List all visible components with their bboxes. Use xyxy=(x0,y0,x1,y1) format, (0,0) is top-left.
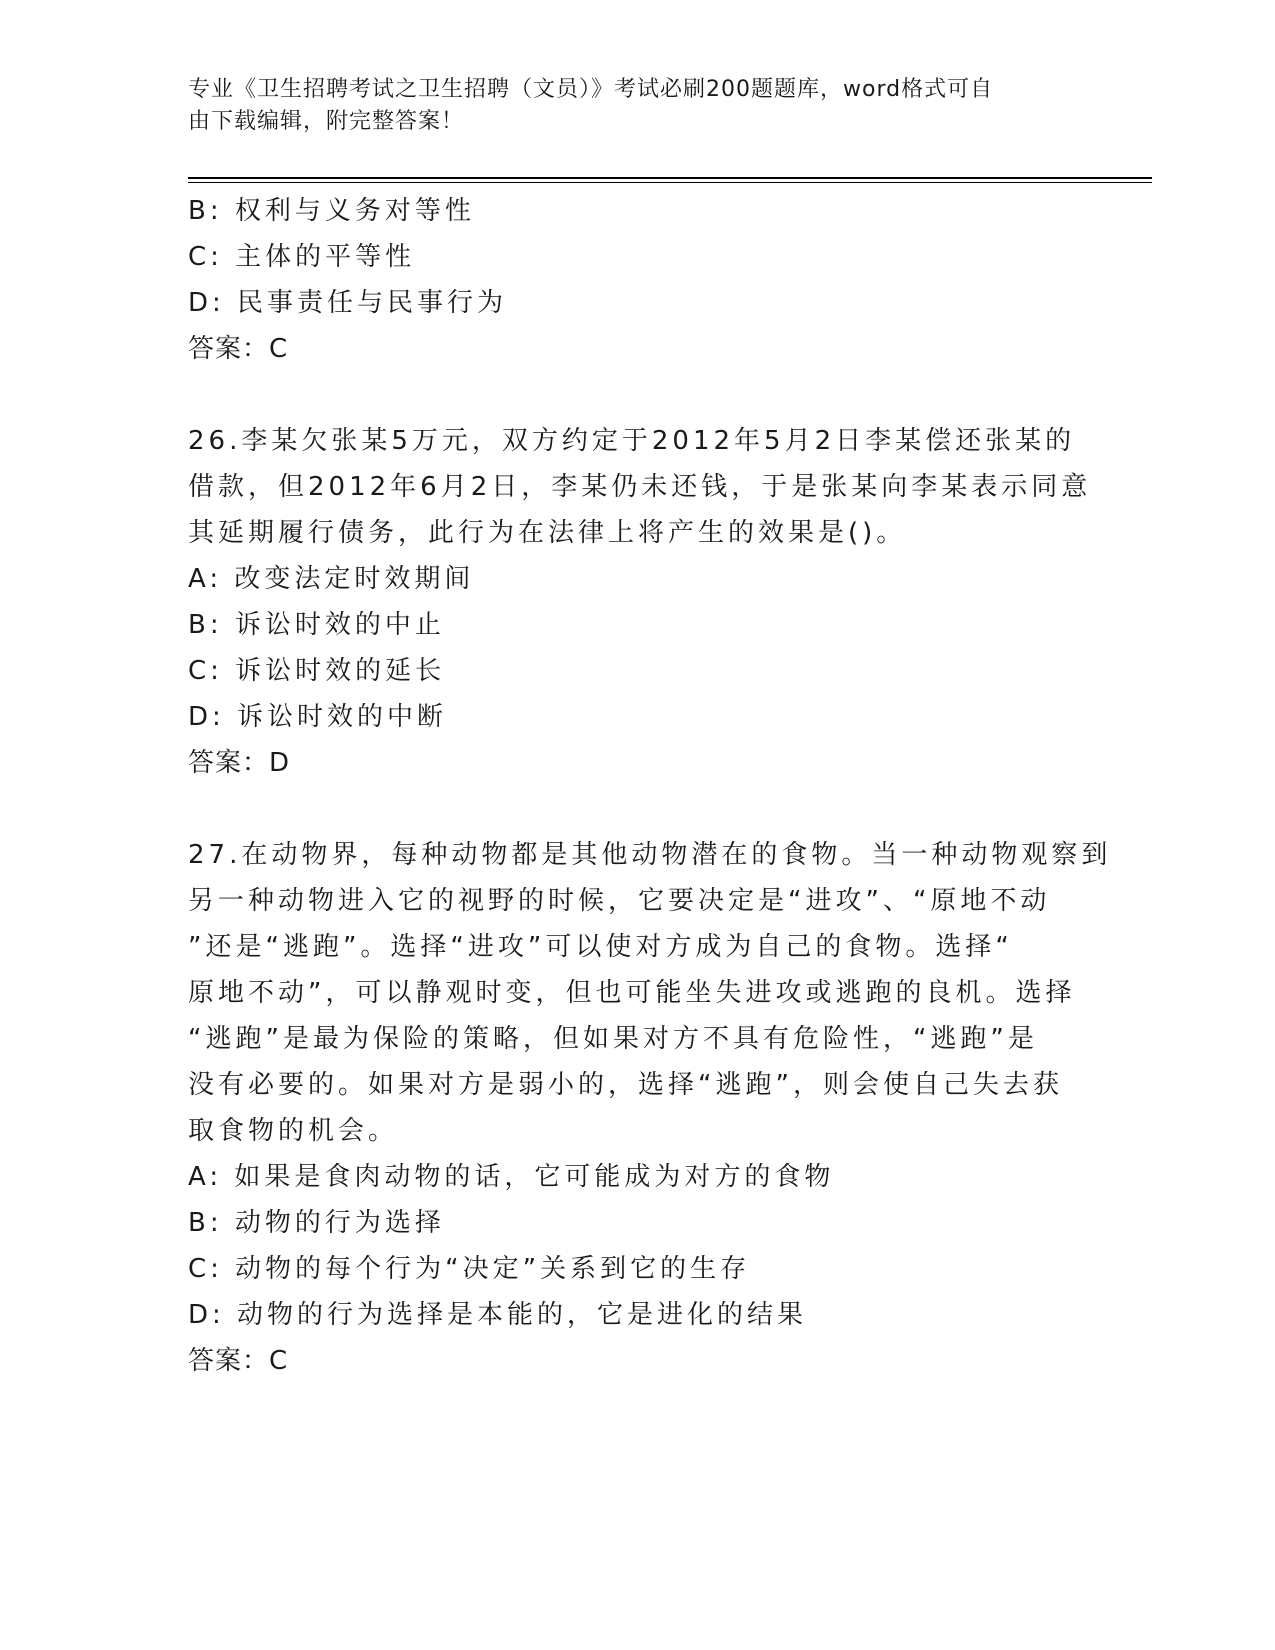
question-text-line: “逃跑”是最为保险的策略，但如果对方不具有危险性，“逃跑”是 xyxy=(188,1024,1038,1054)
question-25-continued xyxy=(188,188,1088,372)
answer: 答案：C xyxy=(188,1346,289,1376)
header-divider-thin xyxy=(188,182,1152,183)
question-text-line: 其延期履行债务，此行为在法律上将产生的效果是()。 xyxy=(188,518,907,548)
option-b: B: 权利与义务对等性 xyxy=(188,196,475,226)
option-d: D: 动物的行为选择是本能的，它是进化的结果 xyxy=(188,1300,808,1330)
spacer xyxy=(188,786,1088,832)
question-text-line: 没有必要的。如果对方是弱小的，选择“逃跑”，则会使自己失去获 xyxy=(188,1070,1063,1100)
header-line-2: 由下载编辑，附完整答案！ xyxy=(188,109,465,134)
document-header xyxy=(188,74,1088,138)
option-b: B: 诉讼时效的中止 xyxy=(188,610,445,640)
option-c: C: 动物的每个行为“决定”关系到它的生存 xyxy=(188,1254,751,1284)
question-text-line: 原地不动”，可以静观时变，但也可能坐失进攻或逃跑的良机。选择 xyxy=(188,978,1076,1008)
question-text-line: 27.在动物界，每种动物都是其他动物潜在的食物。当一种动物观察到 xyxy=(188,840,1112,870)
option-c: C: 诉讼时效的延长 xyxy=(188,656,446,686)
question-text-line: 另一种动物进入它的视野的时候，它要决定是“进攻”、“原地不动 xyxy=(188,886,1051,916)
option-d: D: 诉讼时效的中断 xyxy=(188,702,448,732)
option-a: A: 如果是食肉动物的话，它可能成为对方的食物 xyxy=(188,1162,835,1192)
document-body xyxy=(188,188,1112,1384)
question-text-line: 取食物的机会。 xyxy=(188,1116,399,1146)
question-27 xyxy=(188,832,1112,1384)
header-line-1: 专业《卫生招聘考试之卫生招聘（文员）》考试必刷200题题库，word格式可自 xyxy=(188,77,994,102)
option-a: A: 改变法定时效期间 xyxy=(188,564,475,594)
answer: 答案：C xyxy=(188,334,289,364)
option-c: C: 主体的平等性 xyxy=(188,242,416,272)
question-26 xyxy=(188,418,1092,786)
header-divider-thick xyxy=(188,177,1152,179)
question-text-line: ”还是“逃跑”。选择“进攻”可以使对方成为自己的食物。选择“ xyxy=(188,932,1013,962)
question-text-line: 26.李某欠张某5万元，双方约定于2012年5月2日李某偿还张某的 xyxy=(188,426,1076,456)
question-text-line: 借款，但2012年6月2日，李某仍未还钱，于是张某向李某表示同意 xyxy=(188,472,1092,502)
option-b: B: 动物的行为选择 xyxy=(188,1208,445,1238)
spacer xyxy=(188,372,1088,418)
option-d: D: 民事责任与民事行为 xyxy=(188,288,508,318)
answer: 答案：D xyxy=(188,748,291,778)
